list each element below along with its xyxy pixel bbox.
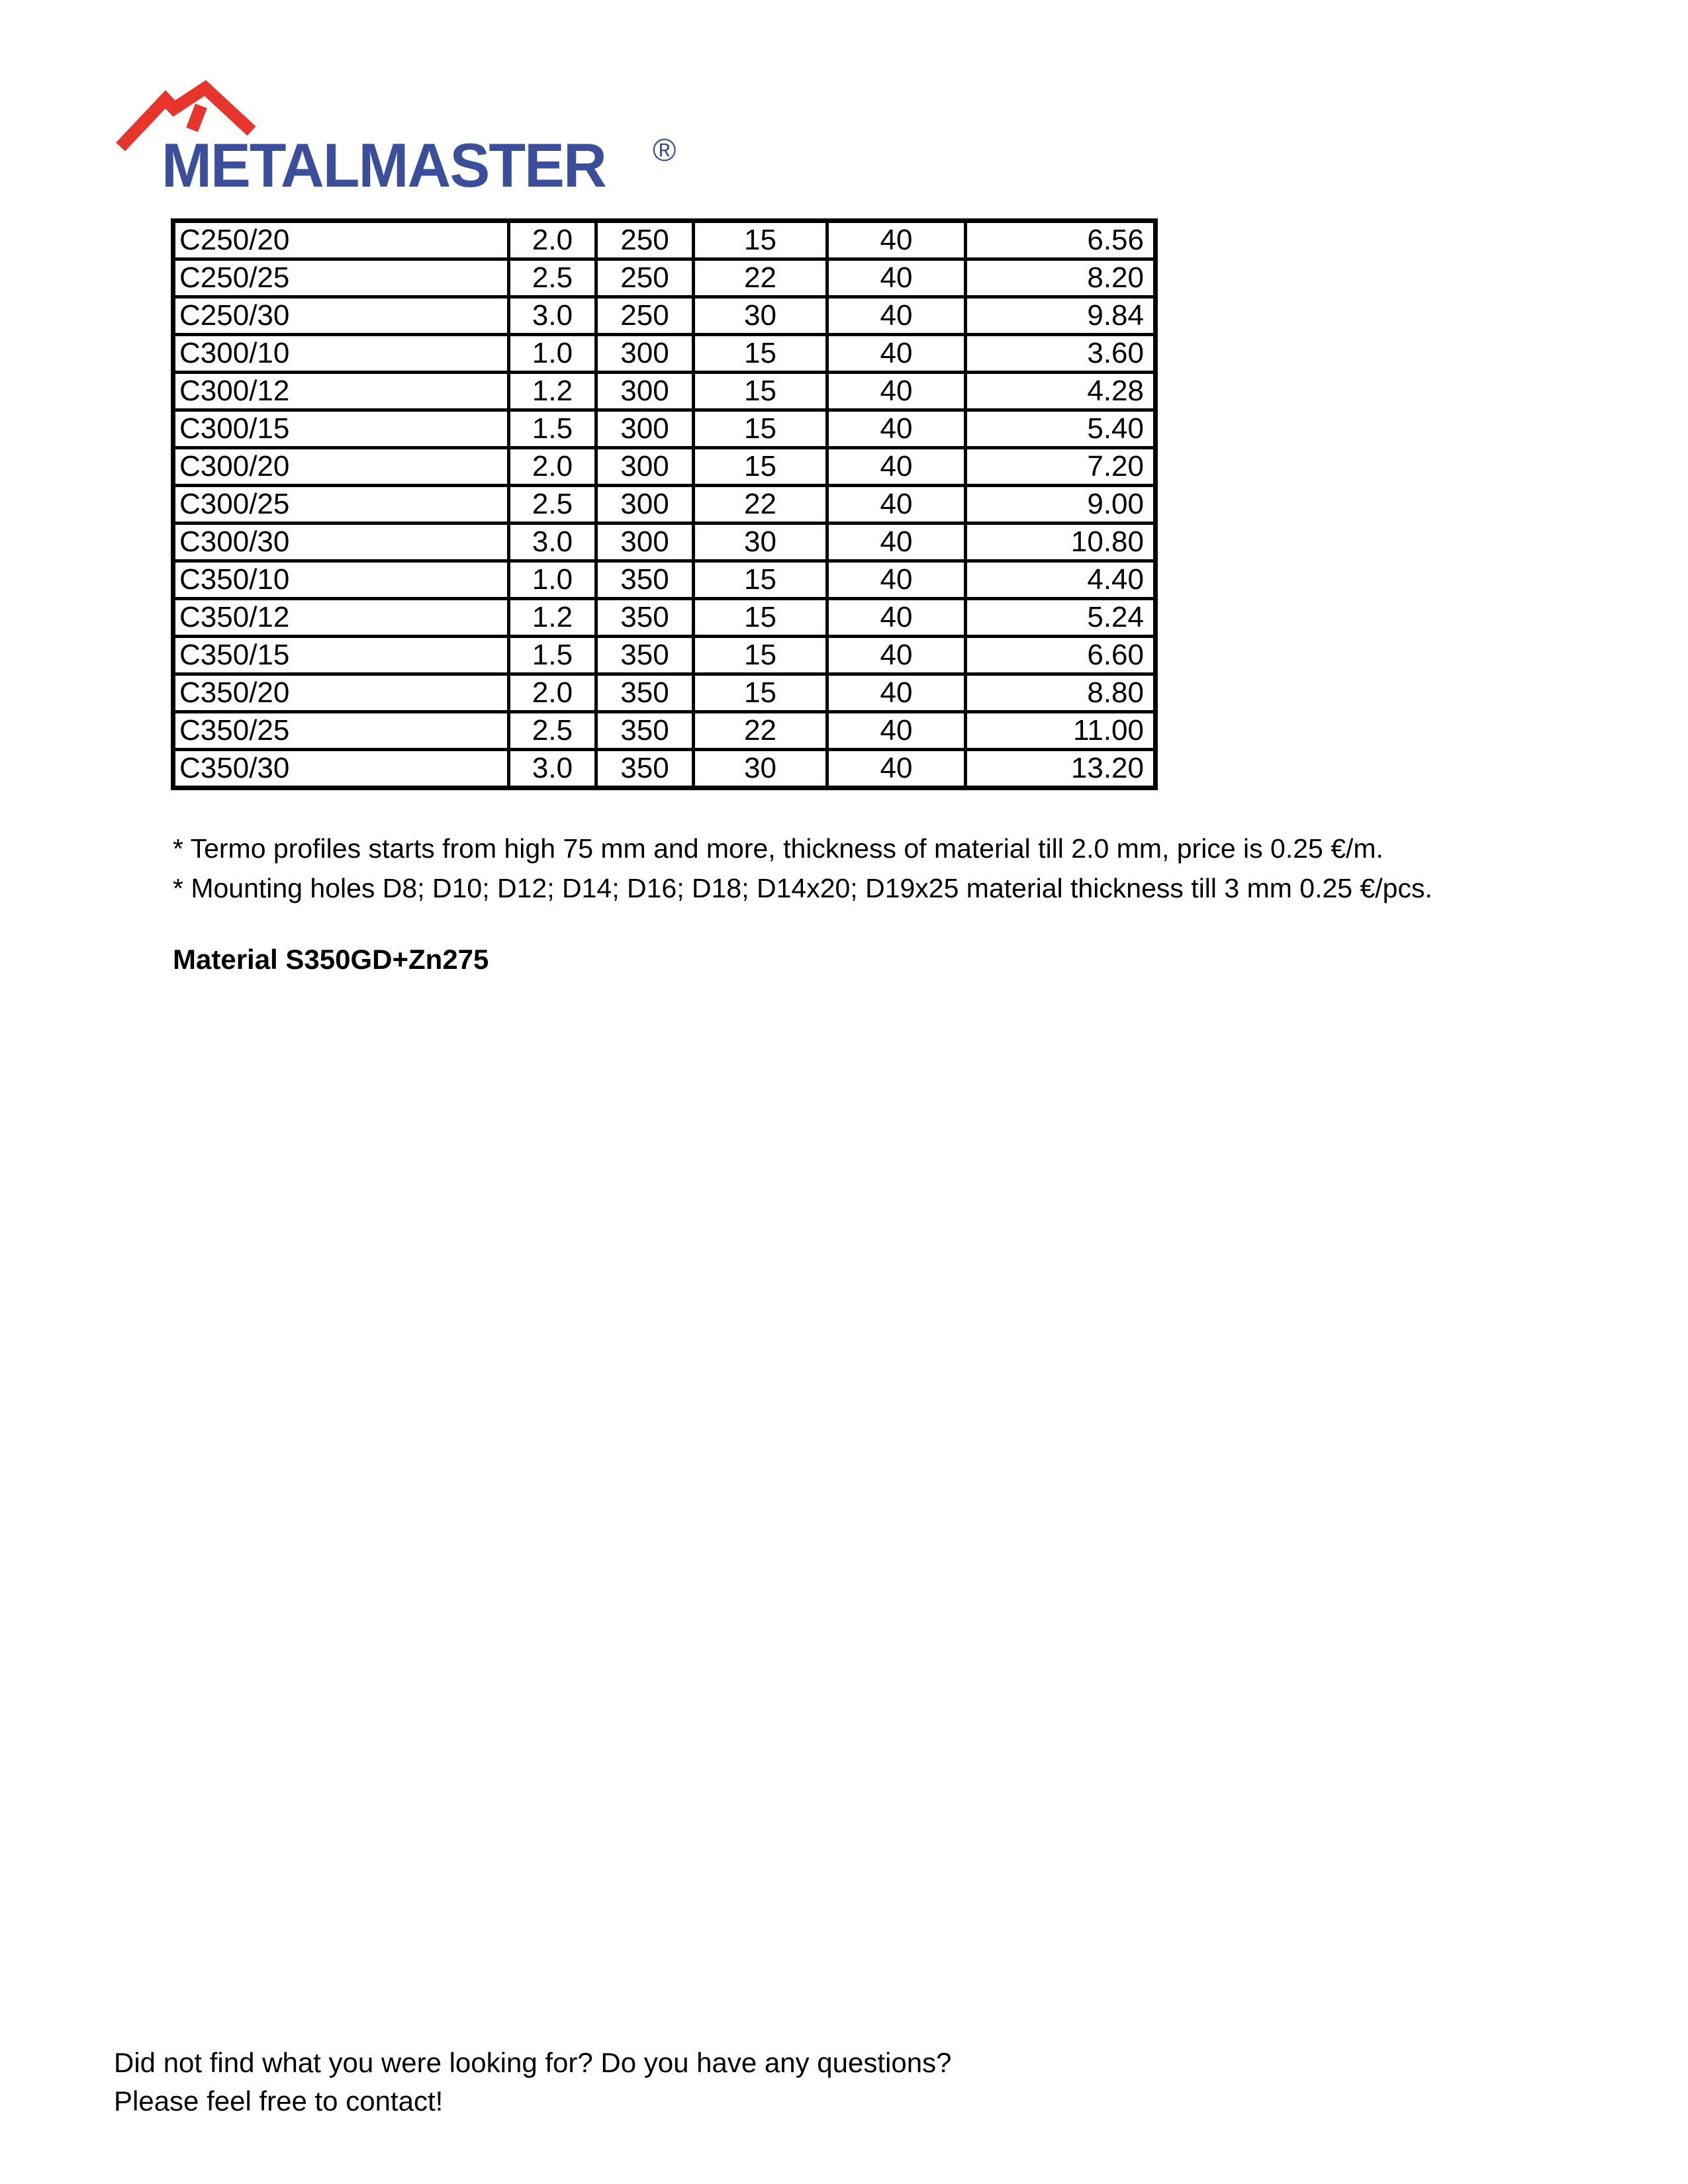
price-cell: 8.80 [966,674,1156,712]
profile-name-cell: C300/10 [173,335,509,373]
price-cell: 9.84 [966,297,1156,335]
note-termo-profiles: * Termo profiles starts from high 75 mm and more, thickness of material till 2.0 mm, price is 0.25 €/m. [173,833,1383,864]
dim2-cell: 40 [827,561,966,599]
table-row [173,523,1156,561]
footer-contact-line: Please feel free to contact! [114,2085,444,2116]
thickness-cell: 3.0 [509,297,596,335]
table-row [173,448,1156,486]
table-row [173,297,1156,335]
height-cell: 250 [596,221,694,259]
dim1-cell: 15 [694,221,827,259]
height-cell: 350 [596,637,694,674]
thickness-cell: 1.5 [509,410,596,448]
height-cell: 250 [596,259,694,297]
dim2-cell: 40 [827,674,966,712]
profile-name-cell: C300/30 [173,523,509,561]
dim2-cell: 40 [827,448,966,486]
thickness-cell: 2.0 [509,674,596,712]
notes-block [173,829,1432,908]
dim1-cell: 30 [694,750,827,788]
profile-name-cell: C250/20 [173,221,509,259]
height-cell: 350 [596,712,694,750]
dim2-cell: 40 [827,297,966,335]
thickness-cell: 1.0 [509,561,596,599]
table-row [173,259,1156,297]
profile-name-cell: C350/15 [173,637,509,674]
profile-name-cell: C300/15 [173,410,509,448]
height-cell: 250 [596,297,694,335]
dim1-cell: 30 [694,523,827,561]
height-cell: 300 [596,373,694,410]
height-cell: 350 [596,674,694,712]
price-cell: 10.80 [966,523,1156,561]
table-row [173,674,1156,712]
dim1-cell: 15 [694,637,827,674]
price-cell: 8.20 [966,259,1156,297]
dim1-cell: 22 [694,486,827,523]
table-row [173,561,1156,599]
thickness-cell: 2.5 [509,486,596,523]
height-cell: 350 [596,750,694,788]
profile-name-cell: C350/10 [173,561,509,599]
dim1-cell: 22 [694,259,827,297]
note-mounting-holes: * Mounting holes D8; D10; D12; D14; D16; D18; D14x20; D19x25 material thickness till 3 mm 0.25 €/pcs. [173,873,1432,903]
thickness-cell: 2.5 [509,259,596,297]
dim1-cell: 15 [694,674,827,712]
dim1-cell: 15 [694,335,827,373]
thickness-cell: 2.0 [509,221,596,259]
dim1-cell: 15 [694,410,827,448]
thickness-cell: 3.0 [509,750,596,788]
price-cell: 7.20 [966,448,1156,486]
footer-contact-block [114,2044,951,2120]
table-row [173,637,1156,674]
profile-name-cell: C250/30 [173,297,509,335]
footer-question-line: Did not find what you were looking for? Do you have any questions? [114,2047,952,2078]
registered-trademark-icon: ® [653,133,677,168]
height-cell: 300 [596,335,694,373]
height-cell: 350 [596,599,694,637]
profile-name-cell: C300/25 [173,486,509,523]
price-cell: 3.60 [966,335,1156,373]
thickness-cell: 2.5 [509,712,596,750]
height-cell: 300 [596,486,694,523]
dim1-cell: 15 [694,373,827,410]
dim2-cell: 40 [827,335,966,373]
table-row [173,373,1156,410]
profile-name-cell: C350/12 [173,599,509,637]
dim2-cell: 40 [827,599,966,637]
dim2-cell: 40 [827,750,966,788]
dim2-cell: 40 [827,259,966,297]
dim1-cell: 15 [694,448,827,486]
dim2-cell: 40 [827,410,966,448]
thickness-cell: 3.0 [509,523,596,561]
price-cell: 13.20 [966,750,1156,788]
brand-name: METALMASTER [162,130,606,200]
price-cell: 4.40 [966,561,1156,599]
profile-name-cell: C250/25 [173,259,509,297]
profile-name-cell: C350/25 [173,712,509,750]
table-row [173,486,1156,523]
price-cell: 9.00 [966,486,1156,523]
thickness-cell: 1.5 [509,637,596,674]
height-cell: 300 [596,523,694,561]
thickness-cell: 1.0 [509,335,596,373]
dim2-cell: 40 [827,373,966,410]
price-cell: 5.40 [966,410,1156,448]
profile-price-table [171,218,1158,790]
price-table-body [173,221,1156,788]
dim2-cell: 40 [827,221,966,259]
height-cell: 300 [596,448,694,486]
profile-name-cell: C300/12 [173,373,509,410]
price-cell: 5.24 [966,599,1156,637]
dim2-cell: 40 [827,712,966,750]
price-cell: 4.28 [966,373,1156,410]
price-cell: 11.00 [966,712,1156,750]
table-row [173,221,1156,259]
profile-name-cell: C300/20 [173,448,509,486]
dim1-cell: 15 [694,561,827,599]
table-row [173,712,1156,750]
price-cell: 6.56 [966,221,1156,259]
dim1-cell: 22 [694,712,827,750]
table-row [173,599,1156,637]
price-cell: 6.60 [966,637,1156,674]
thickness-cell: 2.0 [509,448,596,486]
thickness-cell: 1.2 [509,373,596,410]
dim2-cell: 40 [827,523,966,561]
dim1-cell: 30 [694,297,827,335]
material-spec: Material S350GD+Zn275 [173,944,489,975]
height-cell: 350 [596,561,694,599]
dim2-cell: 40 [827,486,966,523]
profile-name-cell: C350/20 [173,674,509,712]
thickness-cell: 1.2 [509,599,596,637]
height-cell: 300 [596,410,694,448]
table-row [173,410,1156,448]
dim2-cell: 40 [827,637,966,674]
table-row [173,750,1156,788]
table-row [173,335,1156,373]
dim1-cell: 15 [694,599,827,637]
profile-name-cell: C350/30 [173,750,509,788]
